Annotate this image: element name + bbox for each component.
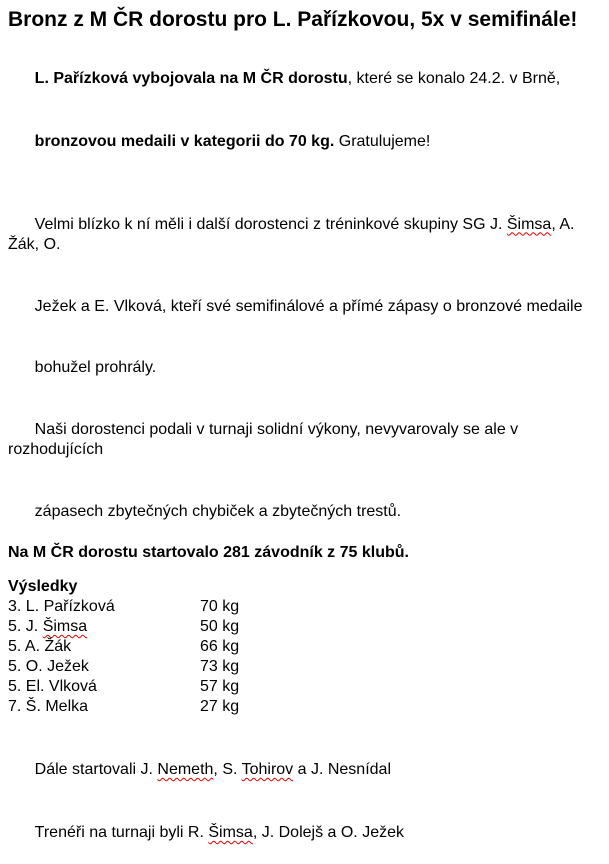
intro-line-2-regular: Gratulujeme! [334,133,431,150]
intro-line-2 [8,110,601,173]
body-bold-summary: Na M ČR dorostu startovalo 281 závodník z 75 klubů. [8,543,409,561]
intro-paragraph [8,47,601,173]
body-text: bohužel prohrály. [34,359,157,376]
result-weight: 66 kg [200,638,240,655]
body-text: Ježek a E. Vlková, kteří své semifinálové a přímé zápasy o bronzové medaile [34,297,583,315]
intro-line-2-bold: bronzovou medaili v kategorii do 70 kg. [34,133,335,150]
table-row [8,597,601,617]
intro-line-1-bold: L. Pařízková vybojovala na M ČR dorostu [34,70,348,87]
result-weight: 57 kg [200,678,240,695]
results-section [8,577,601,717]
result-name-text: 5. El. Vlková [8,678,97,695]
table-row [8,697,601,717]
body-line [8,194,601,276]
body-text: Velmi blízko k ní měli i další dorostenci z tréninkové skupiny SG J. [34,215,507,233]
result-name [8,657,200,677]
footer-text: Trenéři na turnaji byli R. [34,824,209,841]
table-row [8,617,601,637]
result-name-text: 5. J. [8,618,43,635]
footer-line-participants [8,738,601,801]
intro-line-1 [8,47,601,110]
intro-line-1-regular: , které se konalo 24.2. v Brně, [347,70,561,87]
results-heading: Výsledky [8,578,78,595]
body-paragraph [8,194,601,563]
result-weight: 50 kg [200,618,240,635]
result-name-text: 7. Š. Melka [8,698,89,715]
misspelled-word: Šimsa [506,215,552,233]
article-title: Bronz z M ČR dorostu pro L. Pařízkovou, 5x v semifinále! [8,8,578,31]
table-row [8,637,601,657]
table-row [8,657,601,677]
result-name-text: 5. O. Ježek [8,658,89,675]
misspelled-word: Šimsa [42,618,88,635]
result-name [8,697,200,717]
result-weight: 73 kg [200,658,240,675]
result-name [8,637,200,657]
footer-text: a J. Nesnídal [293,761,391,778]
body-line [8,481,601,543]
footer-text: Dále startovali J. [34,761,158,778]
footer-line-coaches [8,801,601,864]
result-name [8,617,200,637]
result-weight: 27 kg [200,698,240,715]
body-text: Naši dorostenci podali v turnaji solidní výkony, nevyvarovaly se ale v rozhodujících [8,420,523,458]
result-weight: 70 kg [200,598,240,615]
result-name [8,677,200,697]
body-line [8,338,601,400]
body-text: zápasech zbytečných chybiček a zbytečných trestů. [34,502,402,520]
body-line [8,276,601,338]
footer-text: , S. [213,761,242,778]
body-text: , A. Žák, O. [8,215,579,253]
table-row [8,677,601,697]
result-name-text: 5. A. Žák [8,638,72,655]
misspelled-word: Nemeth [157,761,214,778]
misspelled-word: Šimsa [208,824,253,841]
result-name-text: 3. L. Pařízková [8,598,115,615]
result-name [8,597,200,617]
footer-text: , J. Dolejš a O. Ježek [252,824,404,841]
misspelled-word: Tohirov [241,761,294,778]
footer-section [8,738,601,864]
